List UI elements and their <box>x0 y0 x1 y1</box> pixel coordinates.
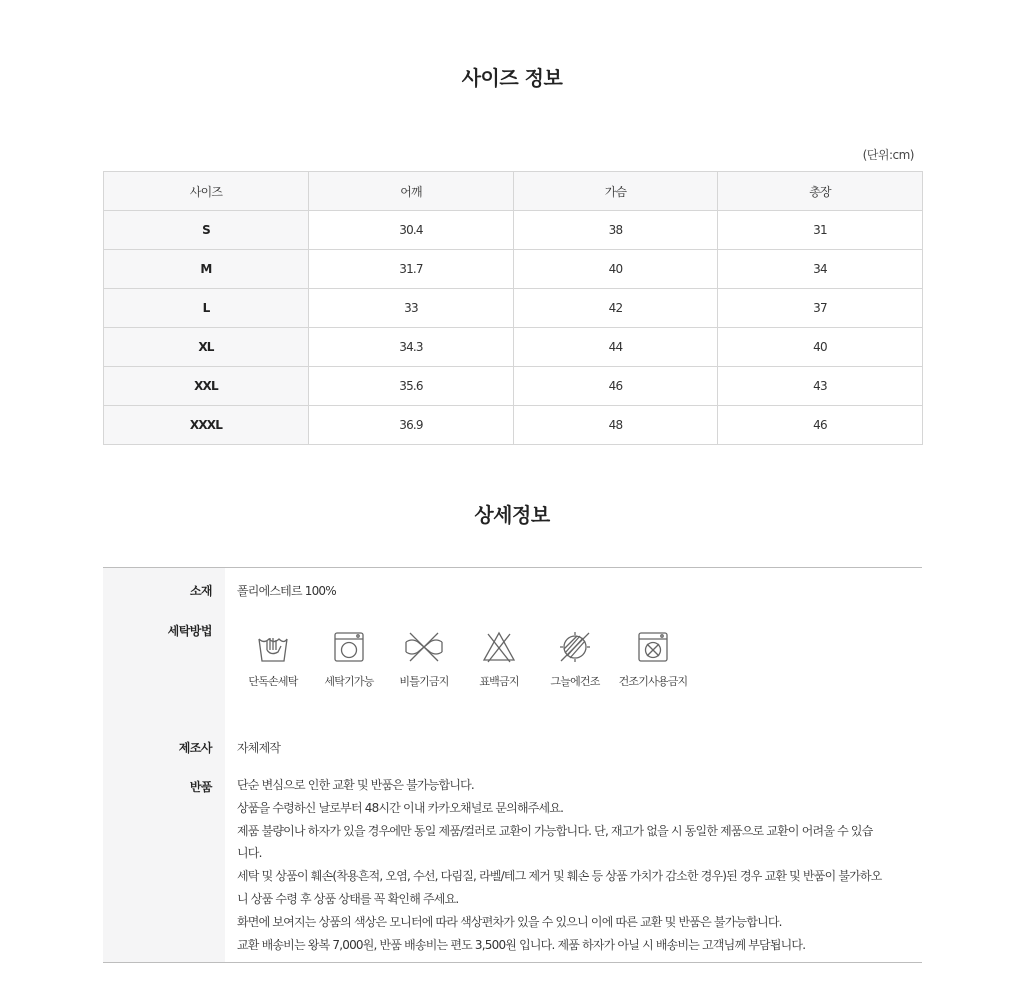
no-wring-icon <box>402 630 446 664</box>
wash-item-label: 건조기사용금지 <box>618 675 688 688</box>
detail-info-title: 상세정보 <box>474 503 550 527</box>
size-cell: XXXL <box>104 406 309 445</box>
wash-item-label: 비틀기금지 <box>399 675 449 688</box>
length-cell: 34 <box>718 250 923 289</box>
chest-cell: 40 <box>514 250 718 289</box>
washing-label: 세탁방법 <box>167 624 212 638</box>
shoulder-cell: 33 <box>309 289 514 328</box>
shoulder-cell: 36.9 <box>309 406 514 445</box>
size-info-title: 사이즈 정보 <box>461 66 563 90</box>
no-bleach-icon <box>482 630 516 664</box>
size-table <box>103 171 923 445</box>
size-cell: XXL <box>104 367 309 406</box>
length-cell: 40 <box>718 328 923 367</box>
wash-item-label: 표백금지 <box>479 675 519 688</box>
length-cell: 37 <box>718 289 923 328</box>
header-shoulder: 어깨 <box>309 172 514 211</box>
manufacturer-value: 자체제작 <box>237 741 281 755</box>
wash-item <box>311 630 387 689</box>
wash-item-label: 세탁기가능 <box>324 675 374 688</box>
shoulder-cell: 30.4 <box>309 211 514 250</box>
table-row <box>104 367 923 406</box>
manufacturer-label: 제조사 <box>178 741 212 755</box>
header-length: 총장 <box>718 172 923 211</box>
shoulder-cell: 34.3 <box>309 328 514 367</box>
wash-item-label: 그늘에건조 <box>550 675 600 688</box>
returns-line: 세탁 및 상품이 훼손(착용흔적, 오염, 수선, 다림질, 라벨/테그 제거 및 훼손 등 상품 가치가 감소한 경우)된 경우 교환 및 반품이 불가하오 <box>237 869 882 884</box>
returns-line: 니 상품 수령 후 상품 상태를 꼭 확인해 주세요. <box>237 891 459 906</box>
shoulder-cell: 31.7 <box>309 250 514 289</box>
chest-cell: 46 <box>514 367 718 406</box>
returns-label: 반품 <box>189 780 212 794</box>
hand-wash-icon <box>256 630 290 664</box>
shade-dry-icon <box>556 630 594 664</box>
unit-label: (단위:cm) <box>862 148 914 162</box>
size-cell: M <box>104 250 309 289</box>
returns-line: 단순 변심으로 인한 교환 및 반품은 불가능합니다. <box>237 778 474 792</box>
table-row <box>104 406 923 445</box>
material-value: 폴리에스테르 100% <box>237 584 336 598</box>
chest-cell: 44 <box>514 328 718 367</box>
table-row <box>104 289 923 328</box>
header-size: 사이즈 <box>104 172 309 211</box>
washing-icons <box>245 630 715 700</box>
material-label: 소재 <box>189 584 212 598</box>
size-cell: XL <box>104 328 309 367</box>
wash-item <box>615 630 691 689</box>
size-table-header-row <box>104 172 923 211</box>
detail-info-panel <box>103 567 922 963</box>
returns-line: 화면에 보여지는 상품의 색상은 모니터에 따라 색상편차가 있을 수 있으니 이에 따른 교환 및 반품은 불가능합니다. <box>237 914 782 929</box>
wash-item <box>386 630 462 689</box>
size-cell: S <box>104 211 309 250</box>
table-row <box>104 328 923 367</box>
chest-cell: 38 <box>514 211 718 250</box>
wash-item <box>537 630 613 689</box>
table-row <box>104 250 923 289</box>
chest-cell: 48 <box>514 406 718 445</box>
returns-policy <box>237 774 882 956</box>
shoulder-cell: 35.6 <box>309 367 514 406</box>
machine-wash-icon <box>332 630 366 664</box>
size-cell: L <box>104 289 309 328</box>
wash-item <box>235 630 311 689</box>
length-cell: 46 <box>718 406 923 445</box>
wash-item <box>461 630 537 689</box>
no-tumble-dry-icon <box>636 630 670 664</box>
header-chest: 가슴 <box>514 172 718 211</box>
length-cell: 43 <box>718 367 923 406</box>
chest-cell: 42 <box>514 289 718 328</box>
returns-line: 니다. <box>237 846 262 861</box>
wash-item-label: 단독손세탁 <box>248 675 298 688</box>
returns-line: 제품 불량이나 하자가 있을 경우에만 동일 제품/컬러로 교환이 가능합니다. 단, 재고가 없을 시 동일한 제품으로 교환이 어려울 수 있습 <box>237 823 873 838</box>
returns-line: 상품을 수령하신 날로부터 48시간 이내 카카오채널로 문의해주세요. <box>237 800 564 815</box>
table-row <box>104 211 923 250</box>
length-cell: 31 <box>718 211 923 250</box>
returns-line: 교환 배송비는 왕복 7,000원, 반품 배송비는 편도 3,500원 입니다. 제품 하자가 아닐 시 배송비는 고객님께 부담됩니다. <box>237 937 806 952</box>
